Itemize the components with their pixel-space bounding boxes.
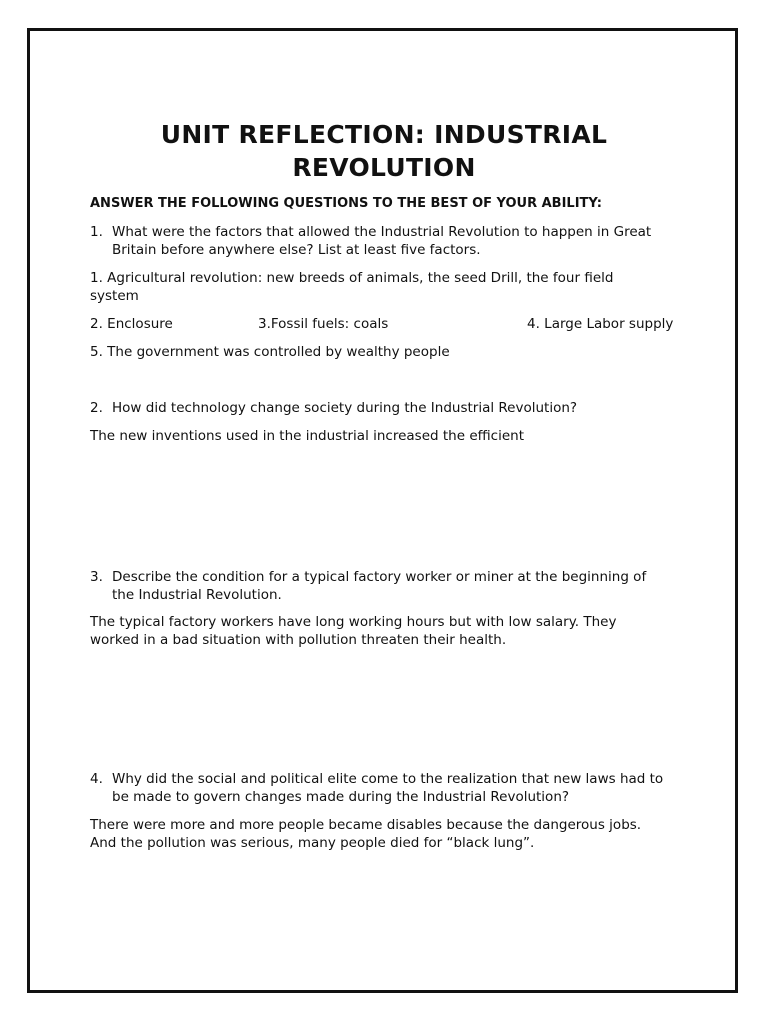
answer-line: worked in a bad situation with pollution threaten their health. (90, 632, 507, 648)
question-text-line: Describe the condition for a typical factory worker or miner at the beginning of (112, 569, 647, 585)
question-text-line: Britain before anywhere else? List at least five factors. (112, 242, 481, 258)
question-text-line: Why did the social and political elite come to the realization that new laws had to (112, 771, 664, 787)
question-number: 3. (90, 569, 103, 585)
title-line-1: UNIT REFLECTION: INDUSTRIAL (160, 120, 608, 149)
factor-item: 4. Large Labor supply (527, 316, 674, 332)
title-line-2: REVOLUTION (292, 153, 476, 182)
factor-item: 2. Enclosure (90, 316, 173, 332)
answer-line: There were more and more people became disables because the dangerous jobs. (90, 817, 642, 833)
factor-item: 5. The government was controlled by wealthy people (90, 344, 450, 360)
question-text-line: What were the factors that allowed the Industrial Revolution to happen in Great (112, 224, 652, 240)
question-4 (90, 770, 690, 806)
question-2 (90, 399, 690, 417)
answer-line: The new inventions used in the industrial increased the efficient (90, 428, 525, 444)
answer-line: And the pollution was serious, many people died for “black lung”. (90, 835, 535, 851)
factor-item: 3.Fossil fuels: coals (258, 316, 389, 332)
question-text-line: be made to govern changes made during the Industrial Revolution? (112, 789, 570, 805)
question-number: 1. (90, 224, 103, 240)
instructions: ANSWER THE FOLLOWING QUESTIONS TO THE BEST OF YOUR ABILITY: (90, 196, 602, 211)
question-number: 2. (90, 400, 103, 416)
question-1 (90, 223, 690, 259)
question-number: 4. (90, 771, 103, 787)
question-3 (90, 568, 690, 604)
page-title (120, 118, 648, 184)
answer-line: 1. Agricultural revolution: new breeds of animals, the seed Drill, the four field (90, 270, 614, 286)
answer-line: The typical factory workers have long working hours but with low salary. They (90, 614, 617, 630)
answer-line: system (90, 288, 139, 304)
question-text-line: the Industrial Revolution. (112, 587, 282, 603)
question-text-line: How did technology change society during the Industrial Revolution? (112, 400, 578, 416)
